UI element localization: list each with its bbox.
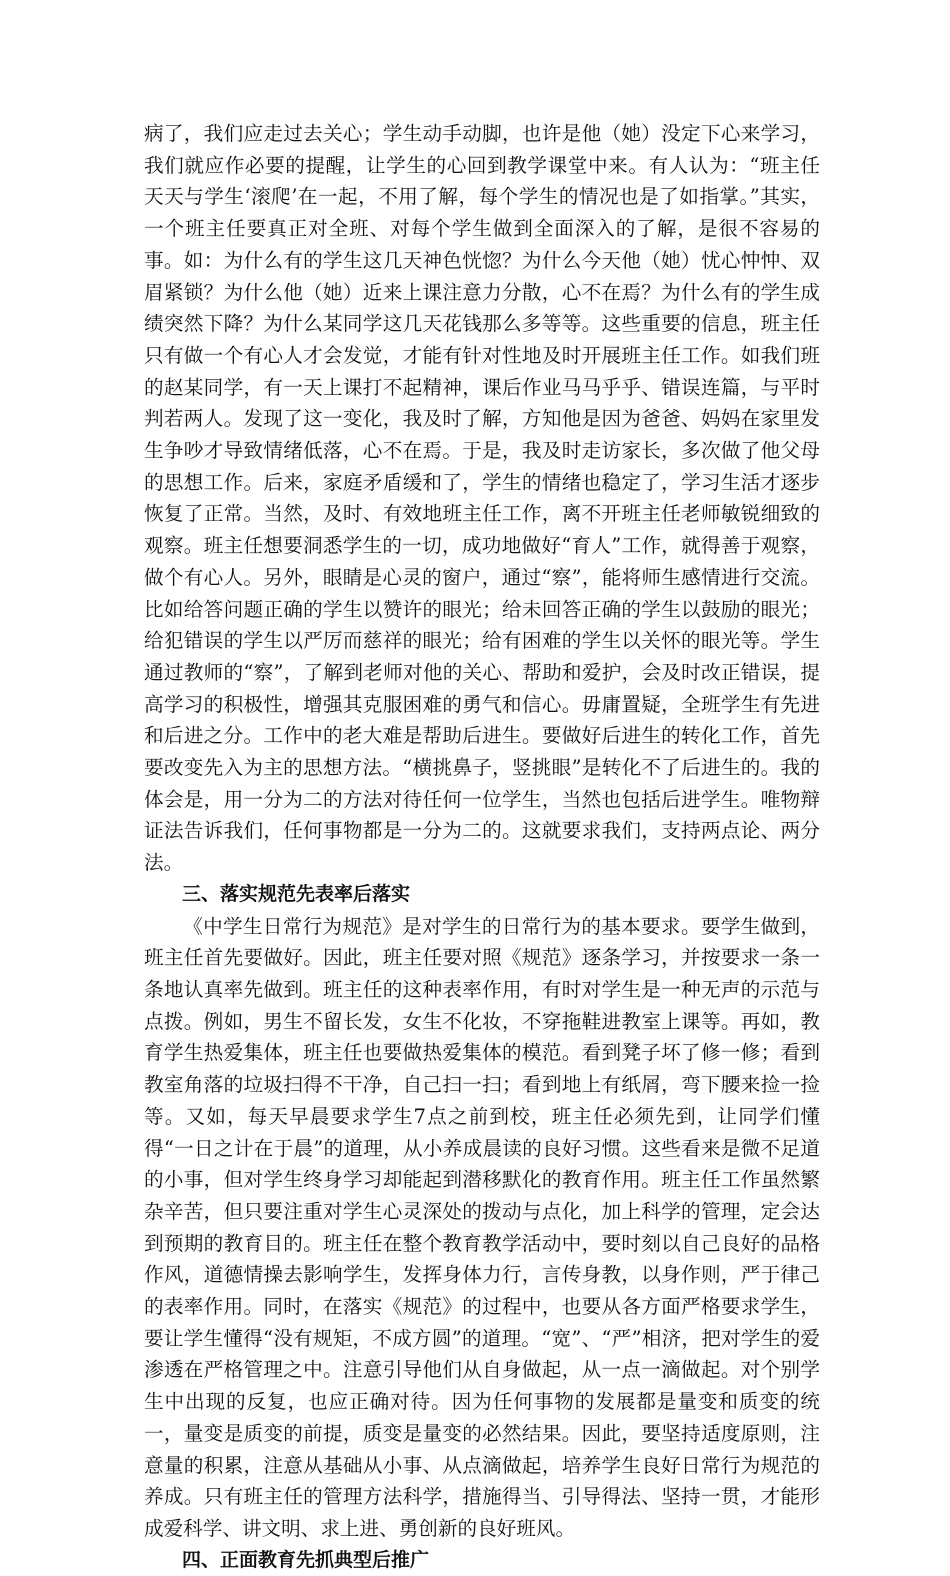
section-heading-4: 四、正面教育先抓典型后推广 xyxy=(182,1548,430,1571)
paragraph-section-3: 《中学生日常行为规范》是对学生的日常行为的基本要求。要学生做到，班主任首先要做好。因此，班主任要对照《规范》逐条学习，并按要求一条一条地认真率先做到。班主任的这种表率作用，有时对学生是一种无声的示范与点拨。例如，男生不留长发，女生不化妆，不穿拖鞋进教室上课等。再如，教育学生热爱集体，班主任也要做热爱集体的模范。看到凳子坏了修一修；看到教室角落的垃圾扫得不干净，自己扫一扫；看到地上有纸屑，弯下腰来捡一捡等。又如，每天早晨要求学生7点之前到校，班主任必须先到，让同学们懂得“一日之计在于晨”的道理，从小养成晨读的良好习惯。这些看来是微不足道的小事，但对学生终身学习却能起到潜移默化的教育作用。班主任工作虽然繁杂辛苦，但只要注重对学生心灵深处的拨动与点化，加上科学的管理，定会达到预期的教育目的。班主任在整个教育教学活动中，要时刻以自己良好的品格作风，道德情操去影响学生，发挥身体力行，言传身教，以身作则，严于律己的表率作用。同时，在落实《规范》的过程中，也要从各方面严格要求学生，要让学生懂得“没有规矩，不成方圆”的道理。“宽”、“严”相济，把对学生的爱渗透在严格管理之中。注意引导他们从自身做起，从一点一滴做起。对个别学生中出现的反复，也应正确对待。因为任何事物的发展都是量变和质变的统一，量变是质变的前提，质变是量变的必然结果。因此，要坚持适度原则，注意量的积累，注意从基础从小事、从点滴做起，培养学生良好日常行为规范的养成。只有班主任的管理方法科学，措施得当、引导得法、坚持一贯，才能形成爱科学、讲文明、求上进、勇创新的良好班风。 xyxy=(144,914,820,1540)
document-body xyxy=(144,118,820,1576)
paragraph-continued: 病了，我们应走过去关心；学生动手动脚，也许是他（她）没定下心来学习，我们就应作必要的提醒，让学生的心回到教学课堂中来。有人认为：“班主任天天与学生‘滚爬’在一起，不用了解，每个学生的情况也是了如指掌。”其实，一个班主任要真正对全班、对每个学生做到全面深入的了解，是很不容易的事。如：为什么有的学生这几天神色恍惚？为什么今天他（她）忧心忡忡、双眉紧锁？为什么他（她）近来上课注意力分散，心不在焉？为什么有的学生成绩突然下降？为什么某同学这几天花钱那么多等等。这些重要的信息，班主任只有做一个有心人才会发觉，才能有针对性地及时开展班主任工作。如我们班的赵某同学，有一天上课打不起精神，课后作业马马乎乎、错误连篇，与平时判若两人。发现了这一变化，我及时了解，方知他是因为爸爸、妈妈在家里发生争吵才导致情绪低落，心不在焉。于是，我及时走访家长，多次做了他父母的思想工作。后来，家庭矛盾缓和了，学生的情绪也稳定了，学习生活才逐步恢复了正常。当然，及时、有效地班主任工作，离不开班主任老师敏锐细致的观察。班主任想要洞悉学生的一切，成功地做好“育人”工作，就得善于观察，做个有心人。另外，眼睛是心灵的窗户，通过“察”，能将师生感情进行交流。比如给答问题正确的学生以赞许的眼光；给未回答正确的学生以鼓励的眼光；给犯错误的学生以严厉而慈祥的眼光；给有困难的学生以关怀的眼光等。学生通过教师的“察”，了解到老师对他的关心、帮助和爱护，会及时改正错误，提高学习的积极性，增强其克服困难的勇气和信心。毋庸置疑，全班学生有先进和后进之分。工作中的老大难是帮助后进生。要做好后进生的转化工作，首先要改变先入为主的思想方法。“横挑鼻子，竖挑眼”是转化不了后进生的。我的体会是，用一分为二的方法对待任何一位学生，当然也包括后进学生。唯物辩证法告诉我们，任何事物都是一分为二的。这就要求我们，支持两点论、两分法。 xyxy=(144,122,820,875)
section-heading-3: 三、落实规范先表率后落实 xyxy=(182,882,411,905)
